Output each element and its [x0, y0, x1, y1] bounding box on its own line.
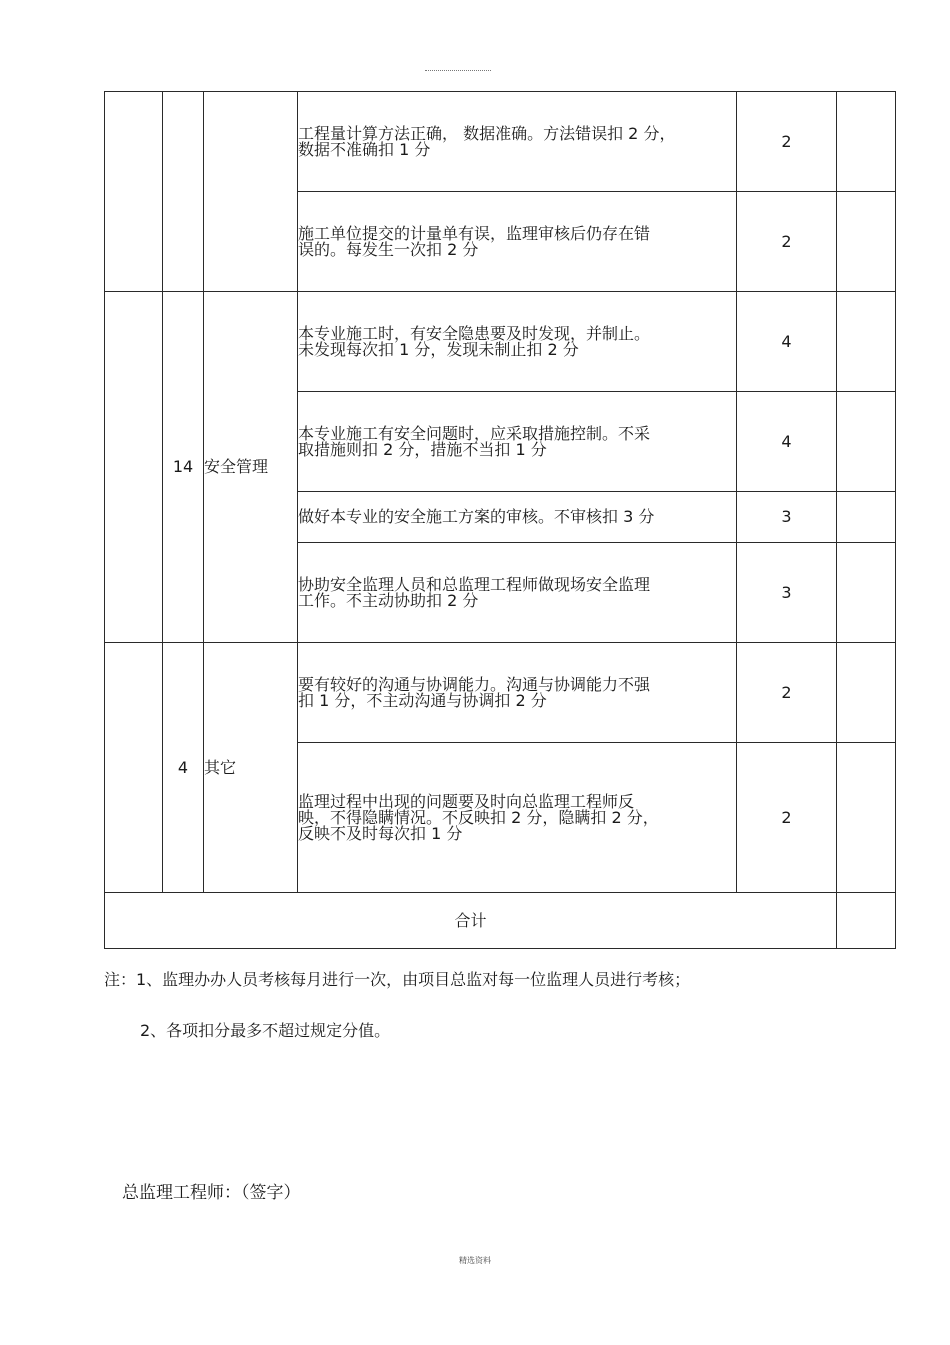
note-1: 注：1、监理办办人员考核每月进行一次，由项目总监对每一位监理人员进行考核； [104, 970, 691, 989]
item-name-cell [204, 92, 298, 292]
criteria-cell: 施工单位提交的计量单有误，监理审核后仍存在错 误的。每发生一次扣 2 分 [298, 192, 737, 292]
result-cell[interactable] [837, 743, 896, 893]
item-name-cell: 其它 [204, 643, 298, 893]
score-cell: 3 [737, 543, 837, 643]
score-cell: 2 [737, 192, 837, 292]
criteria-cell: 做好本专业的安全施工方案的审核。不审核扣 3 分 [298, 492, 737, 543]
blank-cell [105, 643, 163, 893]
result-cell[interactable] [837, 643, 896, 743]
page-footer: 精选资料 [459, 1256, 491, 1265]
criteria-cell: 协助安全监理人员和总监理工程师做现场安全监理 工作。不主动协助扣 2 分 [298, 543, 737, 643]
item-number-cell: 14 [163, 292, 204, 643]
score-cell: 2 [737, 643, 837, 743]
result-cell[interactable] [837, 92, 896, 192]
item-number-cell [163, 92, 204, 292]
score-cell: 2 [737, 743, 837, 893]
top-dotted-rule [425, 70, 491, 71]
criteria-cell: 要有较好的沟通与协调能力。沟通与协调能力不强 扣 1 分，不主动沟通与协调扣 2 分 [298, 643, 737, 743]
result-cell[interactable] [837, 192, 896, 292]
total-row [105, 893, 896, 949]
score-cell: 4 [737, 292, 837, 392]
item-name-cell: 安全管理 [204, 292, 298, 643]
criteria-cell: 本专业施工有安全问题时，应采取措施控制。不采 取措施则扣 2 分，措施不当扣 1 分 [298, 392, 737, 492]
score-cell: 4 [737, 392, 837, 492]
result-cell[interactable] [837, 392, 896, 492]
criteria-cell: 工程量计算方法正确， 数据准确。方法错误扣 2 分， 数据不准确扣 1 分 [298, 92, 737, 192]
score-cell: 2 [737, 92, 837, 192]
note-2: 2、各项扣分最多不超过规定分值。 [140, 1021, 391, 1040]
table-row [105, 643, 896, 743]
signature-label: 总监理工程师：（签字） [122, 1183, 301, 1203]
item-number-cell: 4 [163, 643, 204, 893]
assessment-table [104, 91, 896, 949]
result-cell[interactable] [837, 543, 896, 643]
table-row [105, 292, 896, 392]
criteria-cell: 本专业施工时，有安全隐患要及时发现，并制止。 未发现每次扣 1 分，发现未制止扣 2 分 [298, 292, 737, 392]
total-label: 合计 [105, 893, 837, 949]
result-cell[interactable] [837, 492, 896, 543]
blank-cell [105, 292, 163, 643]
blank-cell [105, 92, 163, 292]
score-cell: 3 [737, 492, 837, 543]
criteria-cell: 监理过程中出现的问题要及时向总监理工程师反 映，不得隐瞒情况。不反映扣 2 分，隐瞒扣 2 分， 反映不及时每次扣 1 分 [298, 743, 737, 893]
result-cell[interactable] [837, 292, 896, 392]
table-row [105, 92, 896, 192]
total-value-cell[interactable] [837, 893, 896, 949]
